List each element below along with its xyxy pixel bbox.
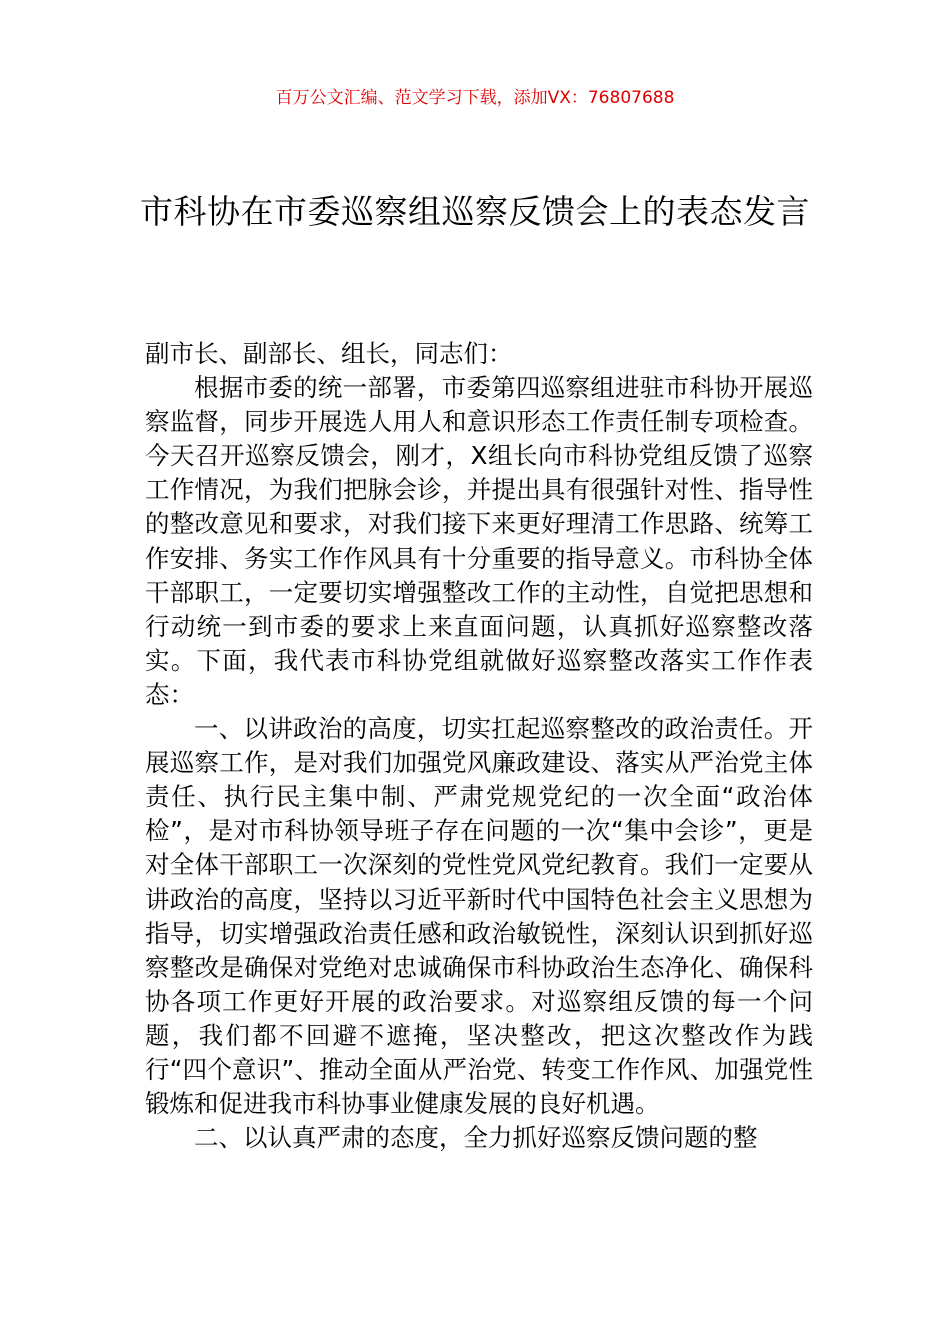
document-title: 市科协在市委巡察组巡察反馈会上的表态发言 — [140, 192, 810, 231]
salutation: 副市长、副部长、组长，同志们： — [145, 339, 513, 368]
watermark-header: 百万公文汇编、范文学习下载，添加VX：76807688 — [275, 88, 675, 108]
paragraph-section-two: 二、以认真严肃的态度，全力抓好巡察反馈问题的整 — [194, 1123, 758, 1153]
paragraph-section-one: 一、以讲政治的高度，切实扛起巡察整改的政治责任。开展巡察工作，是对我们加强党风廉政建设、落实从严治党主体责任、执行民主集中制、严肃党规党纪的一次全面“政治体检”，是对市科协领导班子存在问题的一次“集中会诊”，更是对全体干部职工一次深刻的党性党风党纪教育。我们一定要从讲政治的高度，坚持以习近平新时代中国特色社会主义思想为指导，切实增强政治责任感和政治敏锐性，深刻认识到抓好巡察整改是确保对党绝对忠诚确保市科协政治生态净化、确保科协各项工作更好开展的政治要求。对巡察组反馈的每一个问题，我们都不回避不遮掩，坚决整改，把这次整改作为践行“四个意识”、推动全面从严治党、转变工作作风、加强党性锻炼和促进我市科协事业健康发展的良好机遇。 — [145, 714, 813, 1119]
paragraph-intro: 根据市委的统一部署，市委第四巡察组进驻市科协开展巡察监督，同步开展选人用人和意识形态工作责任制专项检查。今天召开巡察反馈会，刚才，X组长向市科协党组反馈了巡察工作情况，为我们把脉会诊，并提出具有很强针对性、指导性的整改意见和要求，对我们接下来更好理清工作思路、统筹工作安排、务实工作作风具有十分重要的指导意义。市科协全体干部职工，一定要切实增强整改工作的主动性，自觉把思想和行动统一到市委的要求上来直面问题，认真抓好巡察整改落实。下面，我代表市科协党组就做好巡察整改落实工作作表态： — [145, 373, 813, 709]
document-body — [145, 337, 813, 1155]
